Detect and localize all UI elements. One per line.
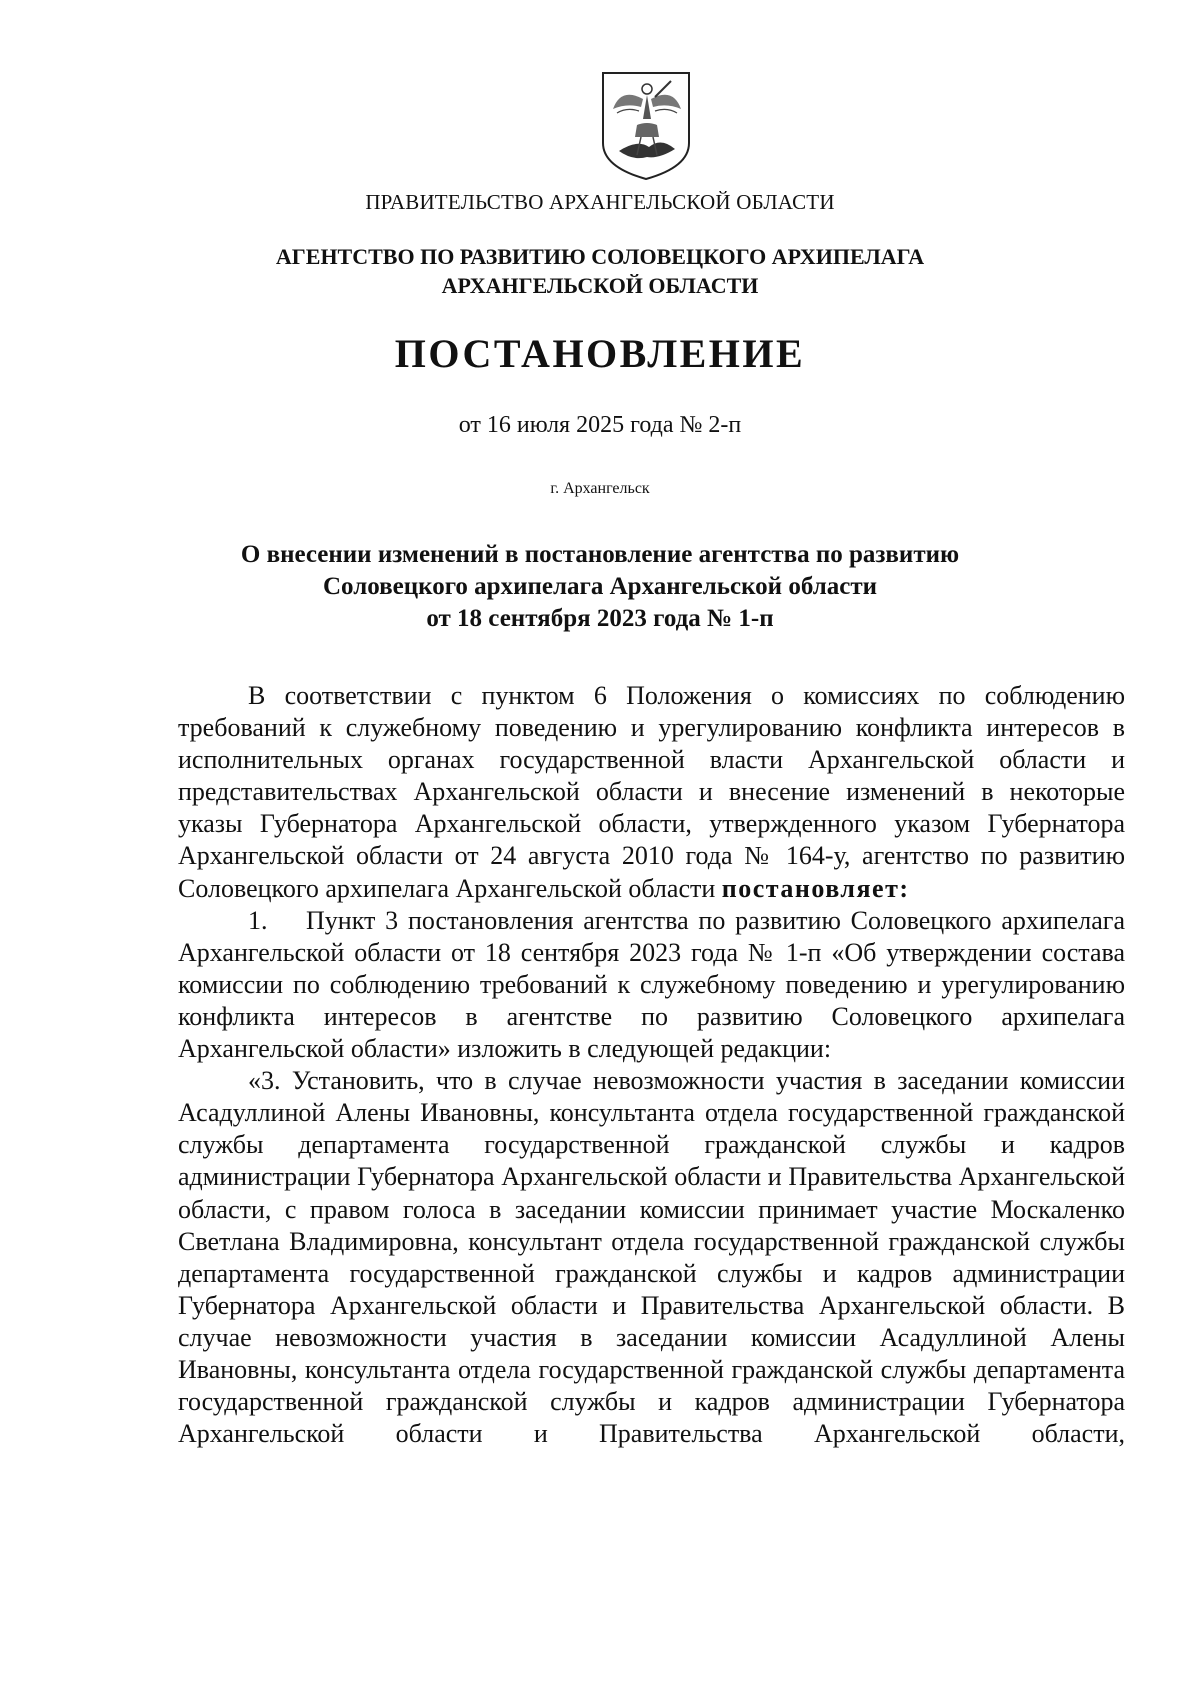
agency-name xyxy=(0,242,1200,300)
document-city: г. Архангельск xyxy=(550,480,650,497)
government-name: ПРАВИТЕЛЬСТВО АРХАНГЕЛЬСКОЙ ОБЛАСТИ xyxy=(365,190,835,214)
document-type: ПОСТАНОВЛЕНИЕ xyxy=(394,331,806,376)
item-1-text: Пункт 3 постановления агентства по развитию Соловецкого архипелага Архангельской области от 18 сентября 2023 года № 1-п «Об утверждении состава комиссии по соблюдению требований к служебному поведению и урегулированию конфликта интересов в агентстве по развитию Соловецкого архипелага Архангельской области» изложить в следующей редакции: xyxy=(178,905,1125,1064)
agency-name-line1: АГЕНТСТВО ПО РАЗВИТИЮ СОЛОВЕЦКОГО АРХИПЕЛАГА xyxy=(275,244,925,269)
document-date-number: от 16 июля 2025 года № 2-п xyxy=(458,412,742,438)
quoted-item-3-paragraph: «3. Установить, что в случае невозможности участия в заседании комиссии Асадуллиной Алены Ивановны, консультанта отдела государственной гражданской службы департамента государственной гражданской службы и кадров администрации Губернатора Архангельской области и Правительства Архангельской области, с правом голоса в заседании комиссии принимает участие Москаленко Светлана Владимировна, консультант отдела государственной гражданской службы департамента государственной гражданской службы и кадров администрации Губернатора Архангельской области и Правительства Архангельской области. В случае невозможности участия в заседании комиссии Асадуллиной Алены Ивановны, консультанта отдела государственной гражданской службы департамента государственной гражданской службы и кадров администрации Губернатора Архангельской области и Правительства Архангельской области, xyxy=(178,1066,1125,1449)
coat-of-arms-icon xyxy=(597,67,695,183)
document-body xyxy=(178,680,1125,1450)
document-title xyxy=(0,539,1200,635)
item-1-paragraph xyxy=(178,905,1125,1065)
preamble-text: В соответствии с пунктом 6 Положения о комиссиях по соблюдению требований к служебному поведению и урегулированию конфликта интересов в исполнительных органах государственной власти Архангельской области и представительствах Архангельской области и внесение изменений в некоторые указы Губернатора Архангельской области, утвержденного указом Губернатора Архангельской области от 24 августа 2010 года № 164-у, агентство по развитию Соловецкого архипелага Архангельской области xyxy=(178,681,1125,903)
preamble-paragraph xyxy=(178,680,1125,905)
document-title-line3: от 18 сентября 2023 года № 1-п xyxy=(426,605,774,632)
document-title-line1: О внесении изменений в постановление агентства по развитию xyxy=(240,541,960,568)
agency-name-line2: АРХАНГЕЛЬСКОЙ ОБЛАСТИ xyxy=(441,273,759,298)
document-title-line2: Соловецкого архипелага Архангельской области xyxy=(322,573,878,600)
item-1-number: 1. xyxy=(248,905,268,935)
resolves-keyword: постановляет: xyxy=(721,873,910,903)
